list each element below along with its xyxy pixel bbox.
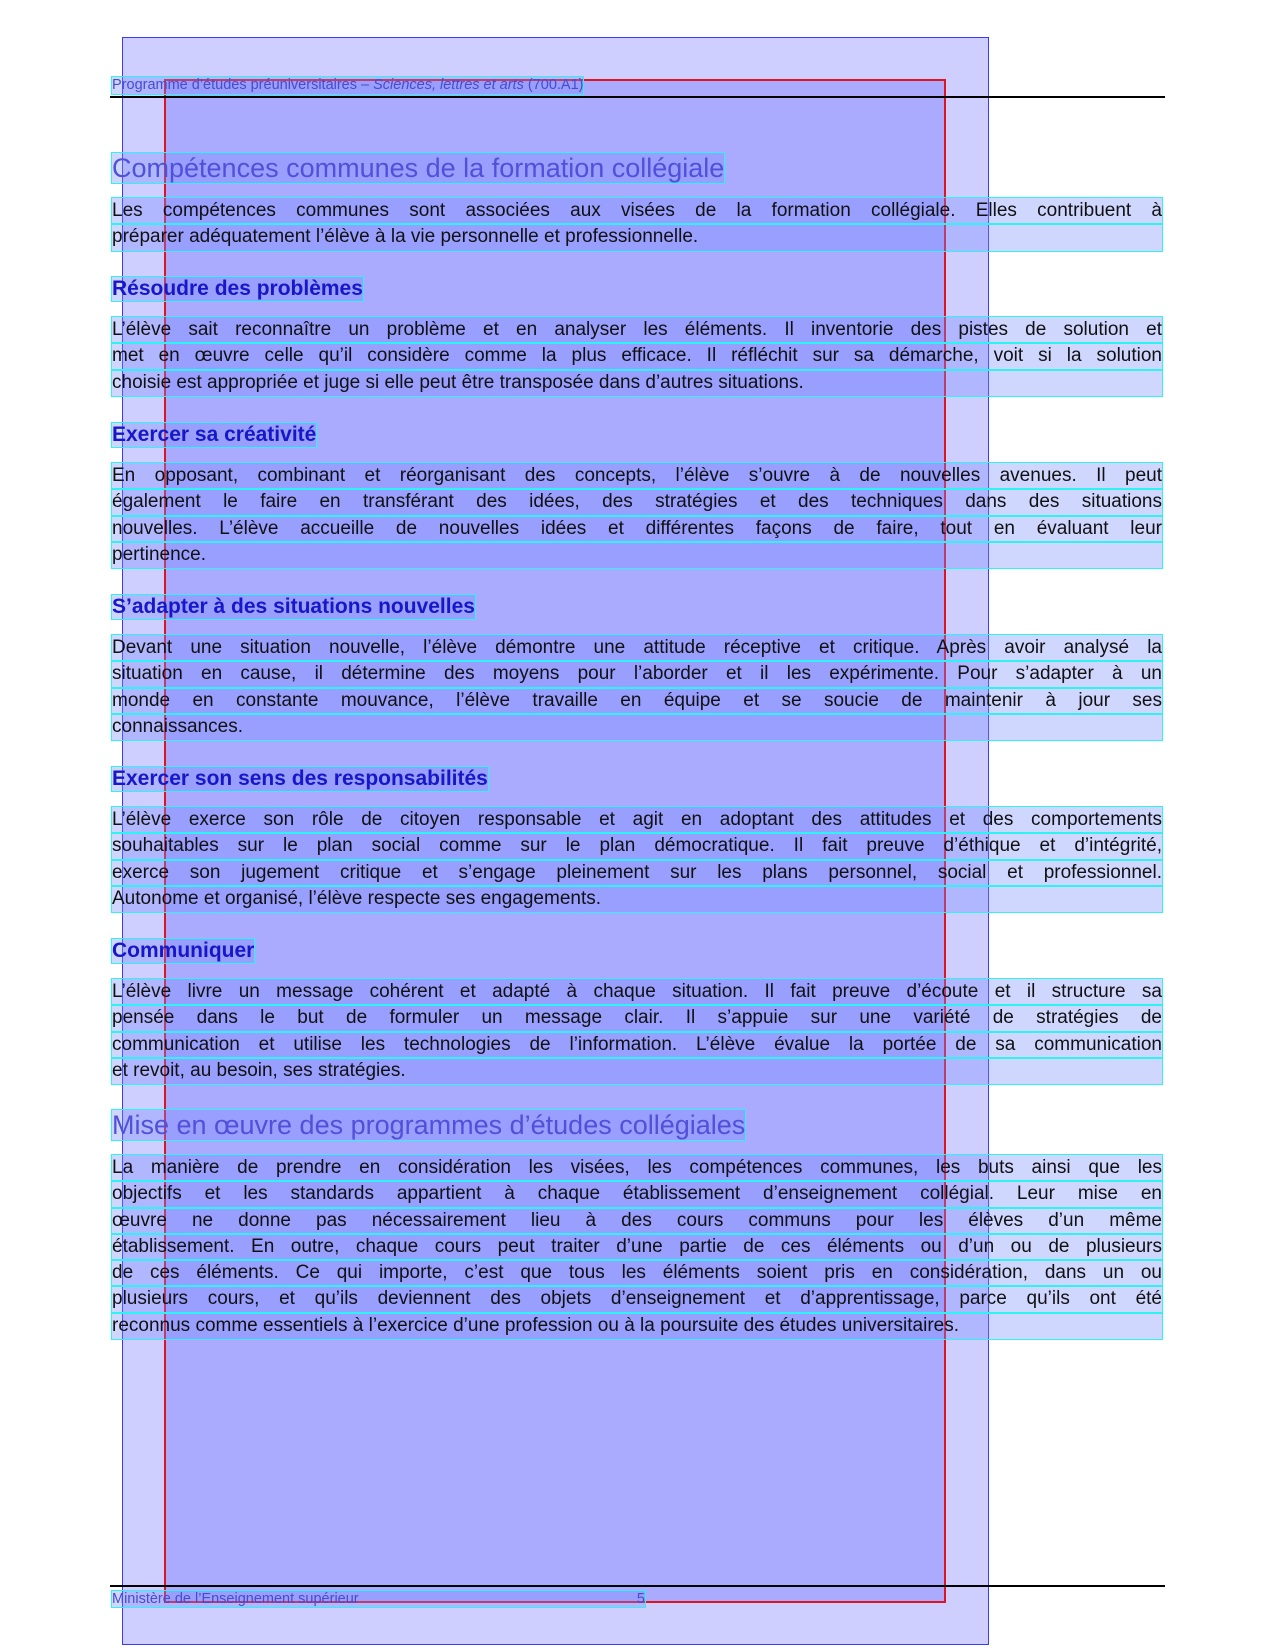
heading-resoudre: Résoudre des problèmes <box>112 277 363 300</box>
paragraph-line: établissement. En outre, chaque cours peut traiter d’une partie de ces éléments ou d’un ou de plusieurs <box>112 1234 1162 1260</box>
running-footer <box>112 1591 645 1607</box>
paragraph-line: objectifs et les standards appartient à chaque établissement d’enseignement collégial. Leur mise en <box>112 1181 1162 1207</box>
running-header-prefix: Programme d’études préuniversitaires – <box>112 77 374 93</box>
running-header <box>112 77 583 94</box>
paragraph-line: souhaitables sur le plan social comme sur le plan démocratique. Il fait preuve d’éthique et d’intégrité, <box>112 833 1162 859</box>
paragraph-mise-en-oeuvre <box>112 1155 1162 1339</box>
heading-adapter: S’adapter à des situations nouvelles <box>112 595 475 618</box>
paragraph-line: communication et utilise les technologies de l’information. L’élève évalue la portée de sa communication <box>112 1032 1162 1058</box>
paragraph-line: reconnus comme essentiels à l’exercice d’une profession ou à la poursuite des études universitaires. <box>112 1313 1162 1339</box>
paragraph-line: Autonome et organisé, l’élève respecte ses engagements. <box>112 886 1162 912</box>
section-title-mise-en-oeuvre: Mise en œuvre des programmes d’études collégiales <box>112 1110 746 1140</box>
heading-responsabilites: Exercer son sens des responsabilités <box>112 767 488 790</box>
paragraph-responsabilites <box>112 807 1162 912</box>
running-header-suffix: (700.A1) <box>523 77 584 93</box>
paragraph-line: nouvelles. L’élève accueille de nouvelles idées et différentes façons de faire, tout en évaluant leur <box>112 516 1162 542</box>
paragraph-line: œuvre ne donne pas nécessairement lieu à des cours communs pour les élèves d’un même <box>112 1208 1162 1234</box>
intro-paragraph <box>112 198 1162 251</box>
paragraph-line: connaissances. <box>112 714 1162 740</box>
running-header-italic: Sciences, lettres et arts <box>373 77 524 93</box>
paragraph-line: pensée dans le but de formuler un message clair. Il s’appuie sur une variété de stratégies de <box>112 1005 1162 1031</box>
page-number: 5 <box>636 1591 645 1607</box>
paragraph-line: Devant une situation nouvelle, l’élève démontre une attitude réceptive et critique. Après avoir analysé la <box>112 635 1162 661</box>
paragraph-line: En opposant, combinant et réorganisant des concepts, l’élève s’ouvre à de nouvelles avenues. Il peut <box>112 463 1162 489</box>
paragraph-line: choisie est appropriée et juge si elle peut être transposée dans d’autres situations. <box>112 370 1162 396</box>
footer-ministry: Ministère de l’Enseignement supérieur <box>112 1591 359 1607</box>
paragraph-line: La manière de prendre en considération les visées, les compétences communes, les buts ainsi que les <box>112 1155 1162 1181</box>
paragraph-line: L’élève sait reconnaître un problème et en analyser les éléments. Il inventorie des pistes de solution et <box>112 317 1162 343</box>
paragraph-line: L’élève livre un message cohérent et adapté à chaque situation. Il fait preuve d’écoute et il structure sa <box>112 979 1162 1005</box>
paragraph-creativite <box>112 463 1162 568</box>
header-rule <box>110 96 1165 98</box>
paragraph-adapter <box>112 635 1162 740</box>
paragraph-line: de ces éléments. Ce qui importe, c’est que tous les éléments soient pris en considération, dans un ou <box>112 1260 1162 1286</box>
heading-communiquer: Communiquer <box>112 939 255 962</box>
paragraph-line: situation en cause, il détermine des moyens pour l’aborder et il les expérimente. Pour s’adapter à un <box>112 661 1162 687</box>
heading-creativite: Exercer sa créativité <box>112 423 317 446</box>
paragraph-line: monde en constante mouvance, l’élève travaille en équipe et se soucie de maintenir à jour ses <box>112 688 1162 714</box>
paragraph-line: plusieurs cours, et qu’ils deviennent des objets d’enseignement et d’apprentissage, parce qu’ils ont été <box>112 1286 1162 1312</box>
paragraph-line: met en œuvre celle qu’il considère comme la plus efficace. Il réfléchit sur sa démarche, voit si la solution <box>112 343 1162 369</box>
paragraph-line: exerce son jugement critique et s’engage pleinement sur les plans personnel, social et professionnel. <box>112 860 1162 886</box>
paragraph-line: et revoit, au besoin, ses stratégies. <box>112 1058 1162 1084</box>
paragraph-resoudre <box>112 317 1162 396</box>
paragraph-line: pertinence. <box>112 542 1162 568</box>
paragraph-line: également le faire en transférant des idées, des stratégies et des techniques dans des situations <box>112 489 1162 515</box>
paragraph-communiquer <box>112 979 1162 1084</box>
footer-rule <box>110 1585 1165 1587</box>
section-title-competences: Compétences communes de la formation collégiale <box>112 153 725 183</box>
paragraph-line: L’élève exerce son rôle de citoyen responsable et agit en adoptant des attitudes et des comportements <box>112 807 1162 833</box>
paragraph-line: Les compétences communes sont associées aux visées de la formation collégiale. Elles contribuent à <box>112 198 1162 224</box>
paragraph-line: préparer adéquatement l’élève à la vie personnelle et professionnelle. <box>112 224 1162 250</box>
